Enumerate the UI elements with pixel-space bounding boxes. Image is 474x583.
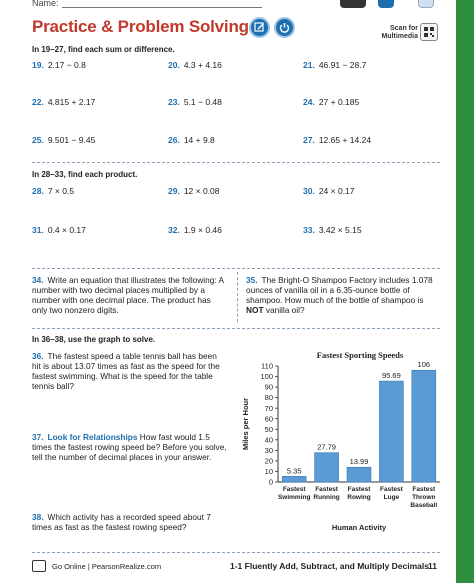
problem-25: 25. 9.501 − 9.45 — [32, 135, 96, 145]
problem-23: 23. 5.1 − 0.48 — [168, 97, 222, 107]
directions-36-38: In 36–38, use the graph to solve. — [32, 335, 156, 344]
x-tick-label: Fastest — [347, 486, 371, 493]
y-tick-label: 0 — [268, 477, 273, 487]
bar — [315, 453, 339, 482]
y-tick-label: 110 — [261, 361, 273, 371]
bar-value-label: 27.79 — [317, 442, 336, 452]
y-tick-label: 20 — [264, 456, 273, 466]
qr-code-icon[interactable] — [420, 23, 438, 41]
bar — [347, 467, 371, 482]
y-tick-label: 10 — [264, 467, 273, 477]
x-tick-label: Thrown — [412, 494, 436, 501]
y-tick-label: 60 — [264, 414, 273, 424]
x-tick-label: Fastest — [282, 486, 306, 493]
page-number: 11 — [428, 561, 437, 571]
y-tick-label: 100 — [260, 372, 273, 382]
x-axis-label: Human Activity — [331, 523, 387, 532]
page-edge-bar — [456, 0, 474, 583]
power-icon[interactable] — [274, 17, 295, 38]
y-tick-label: 30 — [264, 445, 273, 455]
bar-value-label: 95.69 — [382, 371, 401, 381]
name-line — [62, 7, 262, 8]
problem-19: 19. 2.17 − 0.8 — [32, 60, 86, 70]
divider — [32, 268, 440, 269]
directions-28-33: In 28–33, find each product. — [32, 170, 138, 179]
y-tick-label: 70 — [264, 403, 273, 413]
column-divider — [237, 272, 238, 322]
problem-28: 28. 7 × 0.5 — [32, 186, 75, 196]
divider — [32, 162, 440, 163]
bar-value-label: 106 — [417, 360, 431, 370]
x-tick-label: Swimming — [277, 494, 311, 501]
problem-21: 21. 46.91 − 28.7 — [303, 60, 367, 70]
problem-26: 26. 14 + 9.8 — [168, 135, 215, 145]
tab-icon-light — [418, 0, 434, 8]
edit-icon[interactable] — [249, 17, 270, 38]
page-title: Practice & Problem Solving — [32, 17, 249, 36]
x-tick-label: Baseball — [410, 502, 438, 509]
bar — [379, 381, 403, 482]
problem-22: 22. 4.815 + 2.17 — [32, 97, 96, 107]
problem-33: 33. 3.42 × 5.15 — [303, 225, 362, 235]
bar-value-label: 13.99 — [349, 457, 369, 467]
problem-24: 24. 27 + 0.185 — [303, 97, 360, 107]
problem-37: 37. Look for Relationships How fast would 1.5 times the fastest rowing speed be? Before you solve, tell the number of decimal places in your answer. — [32, 432, 227, 462]
problem-32: 32. 1.9 × 0.46 — [168, 225, 222, 235]
problem-38: 38. Which activity has a recorded speed about 7 times as fast as the fastest rowing speed? — [32, 512, 211, 532]
monitor-icon — [32, 560, 46, 572]
x-tick-label: Fastest — [315, 486, 338, 493]
footer-link[interactable]: Go Online | PearsonRealize.com — [52, 562, 162, 571]
bar — [412, 370, 436, 482]
y-axis-label: Miles per Hour — [241, 397, 250, 451]
problem-34: 34. Write an equation that illustrates the following: A number with two decimal places multiplied by a number with one decimal place. The product has only two nonzero digits. — [32, 275, 224, 315]
y-tick-label: 50 — [264, 424, 273, 434]
problem-35: 35. The Bright-O Shampoo Factory includes 1.078 ounces of vanilla oil in a 6.35-ounce bottle of shampoo. How much of the bottle of shampoo is NOT vanilla oil? — [246, 275, 433, 315]
divider — [32, 328, 440, 329]
y-tick-label: 80 — [264, 393, 273, 403]
divider — [32, 552, 440, 553]
x-tick-label: Rowing — [347, 494, 371, 501]
tab-icon — [340, 0, 366, 8]
scan-label: Scan for Multimedia — [381, 25, 418, 40]
bar — [282, 476, 306, 482]
footer-title: 1-1 Fluently Add, Subtract, and Multiply Decimals — [230, 561, 429, 571]
x-tick-label: Running — [313, 494, 340, 501]
problem-20: 20. 4.3 + 4.16 — [168, 60, 222, 70]
bar-value-label: 5.35 — [286, 466, 302, 476]
bar-chart — [238, 360, 458, 532]
problem-30: 30. 24 × 0.17 — [303, 186, 355, 196]
problem-36: 36. The fastest speed a table tennis ball has been hit is about 13.07 times as fast as the speed for the fastest swimming. What is the speed for the table tennis ball? — [32, 351, 220, 391]
directions-19-27: In 19–27, find each sum or difference. — [32, 45, 175, 54]
problem-27: 27. 12.65 + 14.24 — [303, 135, 372, 145]
x-tick-label: Fastest — [380, 486, 403, 493]
tab-icon-blue — [378, 0, 394, 8]
x-tick-label: Fastest — [412, 486, 436, 493]
y-tick-label: 90 — [264, 382, 273, 392]
y-tick-label: 40 — [264, 435, 273, 445]
top-strip — [0, 0, 474, 10]
problem-31: 31. 0.4 × 0.17 — [32, 225, 86, 235]
problem-29: 29. 12 × 0.08 — [168, 186, 220, 196]
chart-title: Fastest Sporting Speeds — [316, 350, 404, 360]
name-label: Name: — [32, 0, 59, 8]
x-tick-label: Luge — [383, 494, 400, 501]
